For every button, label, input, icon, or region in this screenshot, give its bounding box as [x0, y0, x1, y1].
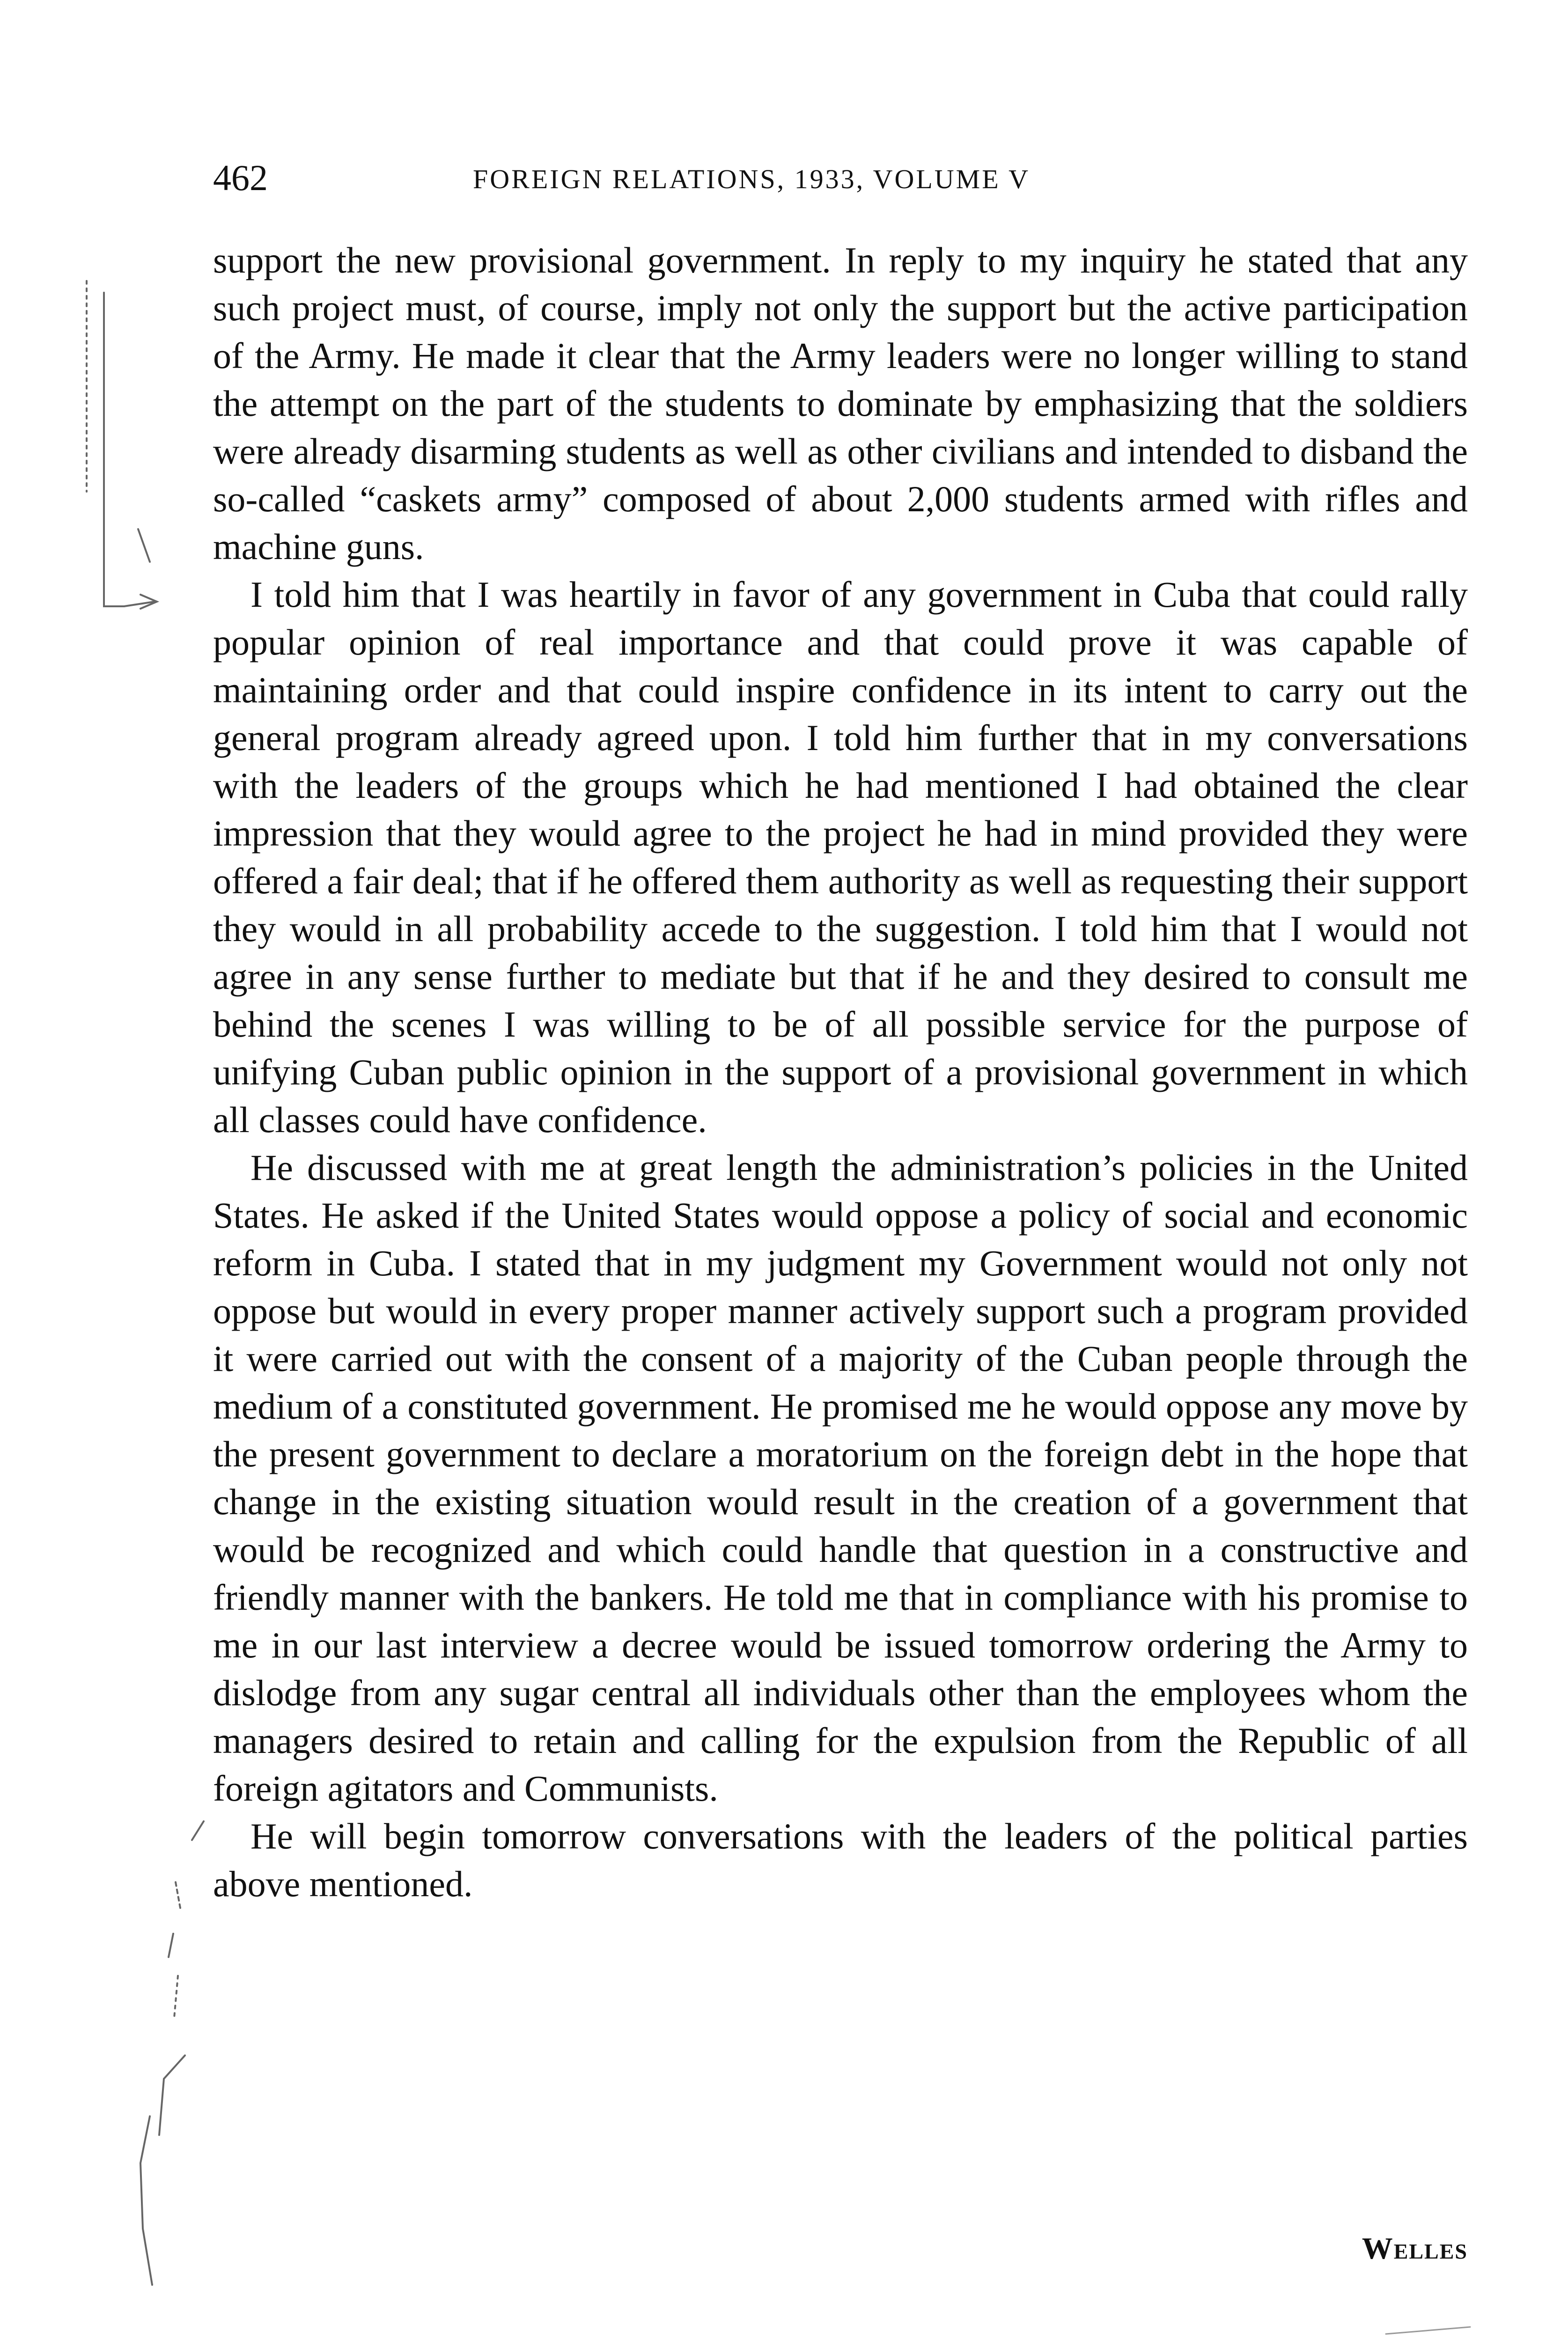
margin-bracket-mark — [104, 293, 124, 606]
page-number: 462 — [213, 157, 268, 198]
margin-bracket-mark — [140, 2116, 152, 2285]
body-text — [213, 236, 1468, 1908]
faint-pencil-scribble — [1386, 2327, 1470, 2334]
margin-arrow-mark — [124, 595, 157, 609]
margin-slash-mark — [174, 1976, 178, 2018]
paragraph: He will begin tomorrow conversations with the leaders of the political parties above mentioned. — [213, 1816, 1468, 1904]
running-head: FOREIGN RELATIONS, 1933, VOLUME V — [473, 164, 1030, 194]
page-header — [213, 155, 1468, 206]
paragraph: He discussed with me at great length the administration’s policies in the United States. He asked if the United States would oppose a policy of social and economic reform in Cuba. I stated that in my judgment my Government would not only not oppose but would in every proper manner actively support such a program provided it were carried out with the consent of a majority of the Cuban people through the medium of a constituted government. He promised me he would oppose any move by the present government to declare a moratorium on the foreign debt in the hope that change in the existing situation would result in the creation of a government that would be recognized and which could handle that question in a constructive and friendly manner with the bankers. He told me that in compliance with his promise to me in our last interview a decree would be issued tomorrow ordering the Army to dislodge from any sugar central all individuals other than the employees whom the managers desired to retain and calling for the expulsion from the Republic of all foreign agitators and Communists. — [213, 1147, 1468, 1809]
margin-tick-mark — [138, 529, 150, 562]
margin-slash-mark — [192, 1821, 204, 1840]
paragraph: I told him that I was heartily in favor of any government in Cuba that could rally popular opinion of real importance and that could prove it was capable of maintaining order and that could inspire confidence in its intent to carry out the general program already agreed upon. I told him further that in my conversations with the leaders of the groups which he had mentioned I had obtained the clear impression that they would agree to the project he had in mind provided they were offered a fair deal; that if he offered them authority as well as requesting their support they would in all probability accede to the suggestion. I told him that I would not agree in any sense further to mediate but that if he and they desired to consult me behind the scenes I was willing to be of all possible service for the purpose of unifying Cuban public opinion in the support of a provisional government in which all classes could have confidence. — [213, 574, 1468, 1140]
margin-bracket-mark — [159, 2055, 185, 2135]
paragraph-continuation: support the new provisional government. In reply to my inquiry he stated that any such project must, of course, imply not only the support but the active participation of the Army. He made it clear that the Army leaders were no longer willing to stand the attempt on the part of the students to dominate by emphasizing that the soldiers were already disarming students as well as other civilians and intended to disband the so-called “caskets army” composed of about 2,000 students armed with rifles and machine guns. — [213, 240, 1468, 567]
margin-slash-mark — [176, 1882, 180, 1908]
signature: Welles — [1362, 2231, 1468, 2266]
margin-slash-mark — [169, 1934, 173, 1957]
